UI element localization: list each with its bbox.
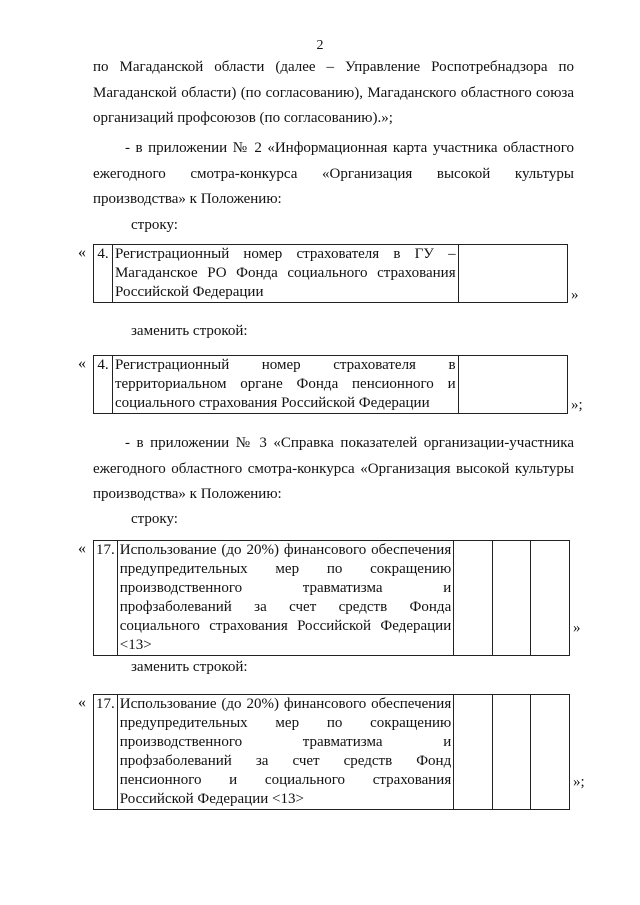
closing-quote: » (571, 287, 579, 303)
table-row (94, 695, 570, 810)
row-value-cell-2 (492, 541, 531, 656)
label-replace: заменить строкой: (131, 323, 248, 339)
row-value-cell-3 (531, 541, 570, 656)
paragraph-intro: по Магаданской области (далее – Управление Роспотребнадзора по Магаданской области) (по согласованию), Магаданского областного союза организаций профсоюзов (по согласованию).»; (93, 59, 574, 126)
closing-quote: »; (573, 774, 585, 790)
table-old-row-17 (93, 540, 570, 656)
row-value-cell (458, 245, 567, 303)
label-line: строку: (131, 217, 178, 233)
table-new-row-17 (93, 694, 570, 810)
row-value-cell-1 (454, 541, 493, 656)
row-number: 17. (94, 541, 118, 656)
table-row (94, 541, 570, 656)
paragraph-appendix-2: - в приложении № 2 «Информационная карта участника областного ежегодного смотра-конкурса «Организация высокой культуры производства» к Положению: (93, 140, 574, 207)
row-number: 4. (94, 245, 113, 303)
table-row (94, 245, 568, 303)
opening-quote: « (78, 244, 86, 261)
closing-quote: »; (571, 397, 583, 413)
row-value-cell-2 (492, 695, 531, 810)
row-number: 4. (94, 356, 113, 414)
table-row (94, 356, 568, 414)
table-new-row-4 (93, 355, 568, 414)
label-line: строку: (131, 511, 178, 527)
row-value-cell (458, 356, 567, 414)
row-value-cell-3 (531, 695, 570, 810)
row-number: 17. (94, 695, 118, 810)
opening-quote: « (78, 694, 86, 711)
row-value-cell-1 (454, 695, 493, 810)
closing-quote: » (573, 620, 581, 636)
row-description: Регистрационный номер страхователя в территориальном органе Фонда пенсионного и социального страхования Российской Федерации (112, 356, 458, 414)
row-description: Использование (до 20%) финансового обеспечения предупредительных мер по сокращению производственного травматизма и профзаболеваний за счет средств Фонд пенсионного и социального страхования Российской Федерации <13> (117, 695, 453, 810)
label-replace: заменить строкой: (131, 659, 248, 675)
opening-quote: « (78, 540, 86, 557)
row-description: Регистрационный номер страхователя в ГУ – Магаданское РО Фонда социального страхования Российской Федерации (112, 245, 458, 303)
row-description: Использование (до 20%) финансового обеспечения предупредительных мер по сокращению производственного травматизма и профзаболеваний за счет средств Фонда социального страхования Российской Федерации <13> (117, 541, 453, 656)
page-number: 2 (316, 38, 324, 53)
table-old-row-4 (93, 244, 568, 303)
opening-quote: « (78, 355, 86, 372)
paragraph-appendix-3: - в приложении № 3 «Справка показателей организации-участника ежегодного областного смотра-конкурса «Организация высокой культуры производства» к Положению: (93, 435, 574, 502)
